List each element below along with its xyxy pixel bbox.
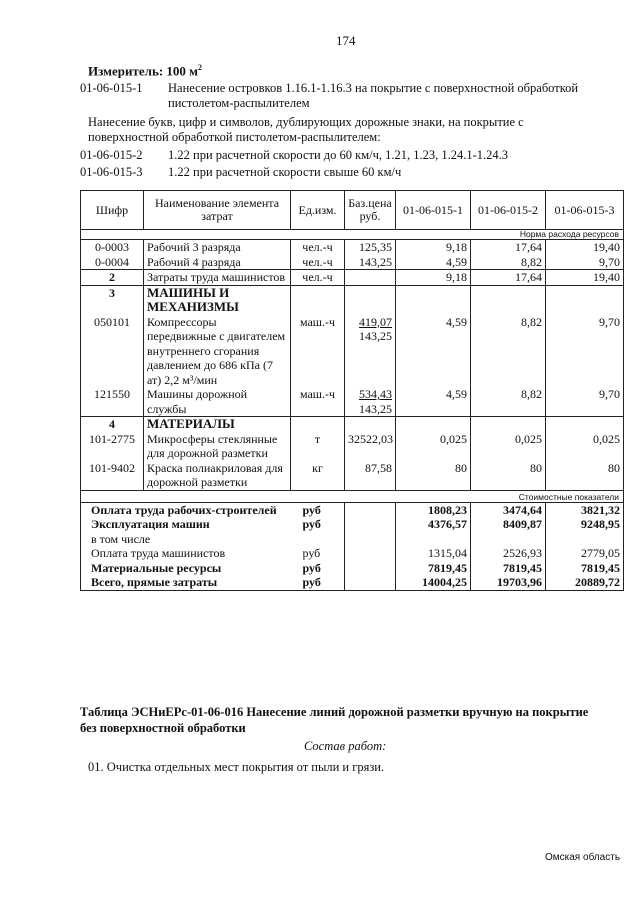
item-code: 01-06-015-1 — [80, 81, 143, 95]
summary-unit: руб — [302, 517, 321, 531]
measure-unit — [88, 63, 202, 79]
table-row — [81, 315, 624, 388]
resource-table — [80, 190, 624, 591]
header-cell: 01-06-015-2 — [471, 191, 546, 230]
summary-value: 4376,57 — [396, 517, 471, 532]
table-row — [81, 432, 624, 461]
name-cell: МАШИНЫ И МЕХАНИЗМЫ — [144, 285, 291, 315]
name-cell: МАТЕРИАЛЫ — [144, 417, 291, 432]
summary-name: Оплата труда рабочих-строителей — [81, 502, 291, 517]
summary-value: 3474,64 — [471, 502, 546, 517]
header-cell: Наименование элемента затрат — [144, 191, 291, 230]
value-cell: 8,82 — [471, 255, 546, 270]
value-cell: 0,025 — [471, 432, 546, 461]
unit-cell: чел.-ч — [291, 270, 345, 286]
summary-name: Оплата труда машинистов — [81, 546, 291, 561]
table-row — [81, 461, 624, 491]
summary-empty — [345, 502, 396, 517]
item-text: поверхностной обработкой пистолетом-распылителем: — [88, 130, 381, 144]
unit-cell: т — [291, 432, 345, 461]
value-cell: 4,59 — [396, 387, 471, 417]
footer-region: Омская область — [545, 852, 621, 863]
summary-value: 20889,72 — [546, 575, 624, 590]
operator-wage: 143,25 — [359, 401, 392, 416]
value-cell: 17,64 — [471, 270, 546, 286]
price-cell: 32522,03 — [345, 432, 396, 461]
value-cell — [396, 417, 471, 432]
summary-value: 7819,45 — [471, 561, 546, 576]
summary-empty — [345, 517, 396, 532]
value-cell: 9,18 — [396, 270, 471, 286]
item-text: Нанесение букв, цифр и символов, дублирующих дорожные знаки, на покрытие с — [88, 115, 524, 129]
table-row — [81, 387, 624, 417]
name-cell: Затраты труда машинистов — [144, 270, 291, 286]
machine-price: 534,43 — [359, 387, 392, 401]
summary-unit: руб — [302, 546, 321, 560]
header-cell: 01-06-015-3 — [546, 191, 624, 230]
measure-text: Измеритель: 100 м — [88, 63, 199, 79]
price-cell: 125,35 — [345, 240, 396, 255]
summary-row — [81, 546, 624, 561]
summary-empty — [345, 561, 396, 576]
name-cell: Микросферы стеклянные для дорожной разметки — [144, 432, 291, 461]
value-cell: 4,59 — [396, 255, 471, 270]
value-cell: 0,025 — [546, 432, 624, 461]
value-cell — [471, 417, 546, 432]
summary-row — [81, 517, 624, 532]
code-cell: 0-0004 — [81, 255, 144, 270]
code-cell: 050101 — [81, 315, 144, 388]
summary-value: 2526,93 — [471, 546, 546, 561]
norm-note: Норма расхода ресурсов — [81, 230, 624, 240]
item-text: 1.22 при расчетной скорости до 60 км/ч, 1.21, 1.23, 1.24.1-1.24.3 — [168, 148, 509, 162]
value-cell: 9,70 — [546, 387, 624, 417]
unit-cell: маш.-ч — [291, 315, 345, 388]
table-row — [81, 417, 624, 432]
unit-cell: чел.-ч — [291, 255, 345, 270]
name-cell: Краска полиакриловая для дорожной разметки — [144, 461, 291, 491]
summary-value — [396, 532, 471, 547]
code-cell: 2 — [81, 270, 144, 286]
page-number: 174 — [336, 33, 356, 48]
value-cell: 4,59 — [396, 315, 471, 388]
unit-cell — [291, 285, 345, 315]
header-cell: 01-06-015-1 — [396, 191, 471, 230]
summary-empty — [345, 575, 396, 590]
name-cell: Рабочий 3 разряда — [144, 240, 291, 255]
table-row — [81, 255, 624, 270]
summary-name: Всего, прямые затраты — [81, 575, 291, 590]
value-cell: 19,40 — [546, 240, 624, 255]
summary-value: 2779,05 — [546, 546, 624, 561]
price-cell: 143,25 — [345, 255, 396, 270]
unit-cell: кг — [291, 461, 345, 491]
summary-name: Эксплуатация машин — [81, 517, 291, 532]
summary-row — [81, 502, 624, 517]
code-cell: 0-0003 — [81, 240, 144, 255]
summary-value: 14004,25 — [396, 575, 471, 590]
header-cell: Шифр — [81, 191, 144, 230]
summary-value: 19703,96 — [471, 575, 546, 590]
summary-value: 9248,95 — [546, 517, 624, 532]
work-step: 01. Очистка отдельных мест покрытия от пыли и грязи. — [88, 760, 385, 774]
price-cell — [345, 315, 396, 388]
header-cell: Баз.цена руб. — [345, 191, 396, 230]
price-cell: 87,58 — [345, 461, 396, 491]
summary-value — [546, 532, 624, 547]
name-cell: Рабочий 4 разряда — [144, 255, 291, 270]
summary-unit: руб — [302, 560, 321, 575]
table-header — [81, 191, 624, 230]
table-row — [81, 285, 624, 315]
code-cell: 3 — [81, 285, 144, 315]
value-cell: 8,82 — [471, 387, 546, 417]
item-code: 01-06-015-2 — [80, 148, 143, 162]
summary-empty — [345, 532, 396, 547]
summary-unit — [291, 532, 345, 547]
value-cell: 8,82 — [471, 315, 546, 388]
value-cell: 9,18 — [396, 240, 471, 255]
summary-value — [471, 532, 546, 547]
unit-cell: маш.-ч — [291, 387, 345, 417]
item-text: Нанесение островков 1.16.1-1.16.3 на покрытие с поверхностной обработкой — [168, 81, 579, 95]
name-cell: Компрессоры передвижные с двигателем внутреннего сгорания давлением до 686 кПа (7 ат) 2,2 м³/мин — [144, 315, 291, 388]
summary-row — [81, 532, 624, 547]
code-cell: 4 — [81, 417, 144, 432]
code-cell: 121550 — [81, 387, 144, 417]
header-cell: Ед.изм. — [291, 191, 345, 230]
value-cell: 80 — [471, 461, 546, 491]
price-cell — [345, 270, 396, 286]
summary-name: в том числе — [81, 532, 291, 547]
unit-cell — [291, 417, 345, 432]
operator-wage: 143,25 — [359, 329, 392, 343]
summary-value: 8409,87 — [471, 517, 546, 532]
summary-empty — [345, 546, 396, 561]
summary-value: 1315,04 — [396, 546, 471, 561]
measure-sup: 2 — [198, 63, 203, 72]
summary-unit: руб — [291, 575, 345, 590]
price-cell — [345, 417, 396, 432]
value-cell: 9,70 — [546, 315, 624, 388]
name-cell: Машины дорожной службы — [144, 387, 291, 417]
value-cell — [546, 285, 624, 315]
item-code: 01-06-015-3 — [80, 165, 143, 179]
value-cell: 80 — [396, 461, 471, 491]
value-cell — [396, 285, 471, 315]
value-cell: 19,40 — [546, 270, 624, 286]
cost-note: Стоимостные показатели — [81, 490, 624, 502]
value-cell: 9,70 — [546, 255, 624, 270]
summary-row — [81, 575, 624, 590]
next-table-title-2: без поверхностной обработки — [80, 721, 246, 735]
value-cell — [546, 417, 624, 432]
summary-row — [81, 561, 624, 576]
next-table-title: Таблица ЭСНиЕРс-01-06-016 Нанесение линий дорожной разметки вручную на покрытие — [80, 705, 589, 719]
summary-value: 3821,32 — [546, 502, 624, 517]
value-cell: 80 — [546, 461, 624, 491]
item-text: 1.22 при расчетной скорости свыше 60 км/ч — [168, 165, 402, 179]
summary-value: 7819,45 — [396, 561, 471, 576]
item-text: пистолетом-распылителем — [168, 96, 310, 110]
price-cell — [345, 387, 396, 417]
price-cell — [345, 285, 396, 315]
summary-value: 7819,45 — [546, 561, 624, 576]
unit-cell: чел.-ч — [291, 240, 345, 255]
summary-value: 1808,23 — [396, 502, 471, 517]
composition-heading: Состав работ: — [304, 739, 387, 753]
table-row — [81, 240, 624, 255]
value-cell: 17,64 — [471, 240, 546, 255]
code-cell: 101-9402 — [81, 461, 144, 491]
value-cell: 0,025 — [396, 432, 471, 461]
summary-unit: руб — [302, 502, 321, 517]
value-cell — [471, 285, 546, 315]
summary-name: Материальные ресурсы — [81, 561, 291, 576]
machine-price: 419,07 — [359, 314, 392, 329]
code-cell: 101-2775 — [81, 432, 144, 461]
table-row — [81, 270, 624, 286]
